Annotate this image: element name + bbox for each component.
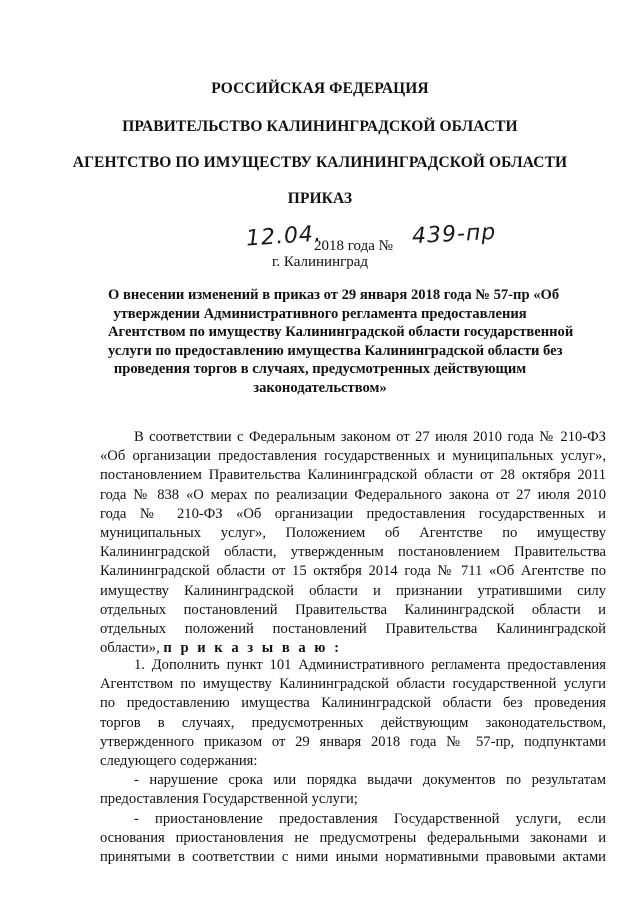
title-line: законодательством» [253,379,387,396]
preamble-last: области», [100,640,164,657]
header-doc-type: ПРИКАЗ [287,190,353,207]
item-line: торгов в случаях, предусмотренных действующим законодательством, [100,714,606,731]
preamble-line: Калининградской области от 15 октября 2014 года № 711 «Об Агентстве по [100,563,606,580]
item-line: по предоставлению имущества Калининградской области без проведения [100,695,606,712]
preamble-line: муниципальных услуг», Положением об Агентстве по имуществу [100,524,606,541]
order-title [108,286,574,398]
item-line: принятыми в соответствии с ними иными нормативными правовыми актами [100,848,606,865]
item-line: Агентством по имуществу Калининградской области государственной услуги [100,676,606,693]
item-line: 1. Дополнить пункт 101 Административного регламента предоставления [134,657,606,673]
preamble-line: постановлением Правительства Калининградской области от 28 октября 2011 [100,467,606,484]
handwritten-date: 12.04. [245,221,323,252]
item-line: основания приостановления не предусмотрены федеральными законами и [100,829,606,846]
header-country: РОССИЙСКАЯ ФЕДЕРАЦИЯ [211,80,429,97]
title-line: Агентством по имуществу Калининградской области государственной [108,324,574,341]
preamble-line: В соответствии с Федеральным законом от 27 июля 2010 года № 210-ФЗ [134,429,606,445]
preamble-line: отдельных постановлений Правительства Калининградской области и [100,601,606,618]
header-agency: АГЕНТСТВО ПО ИМУЩЕСТВУ КАЛИНИНГРАДСКОЙ ОБЛАСТИ [72,154,568,171]
preamble-line: «Об организации предоставления государственных и муниципальных услуг», [100,448,606,465]
order-word: п р и к а з ы в а ю : [163,640,342,657]
order-city: г. Калининград [271,254,369,270]
preamble-line: года № 838 «О мерах по реализации Федерального закона от 27 июля 2010 [100,486,606,503]
item-line: - приостановление предоставления Государственной услуги, если [134,810,606,827]
title-line: услуги по предоставлению имущества Калининградской области без [108,342,563,359]
item-1 [100,656,606,867]
preamble-line: отдельных положений постановлений Правительства Калининградской [100,620,606,637]
item-line: утвержденного приказом от 29 января 2018 года № 57-пр, подпунктами [100,733,606,750]
item-line: предоставления Государственной услуги; [100,791,358,808]
title-line: проведения торгов в случаях, предусмотренных действующим [113,361,527,378]
preamble-line: имуществу Калининградской области и признании утратившими силу [100,582,606,599]
item-line: - нарушение срока или порядка выдачи документов по результатам [134,772,606,789]
handwritten-number: 439-пр [411,219,497,250]
preamble-line: Калининградской области, утвержденным постановлением Правительства [100,544,606,561]
title-line: утверждении Административного регламента предоставления [113,305,527,322]
header-government: ПРАВИТЕЛЬСТВО КАЛИНИНГРАДСКОЙ ОБЛАСТИ [122,118,518,135]
title-line: О внесении изменений в приказ от 29 января 2018 года № 57-пр «Об [108,287,560,303]
item-line: следующего содержания: [100,752,258,769]
preamble [100,428,606,658]
preamble-line: года № 210-ФЗ «Об организации предоставления государственных и [100,505,606,522]
order-year: 2018 года № [314,238,393,254]
